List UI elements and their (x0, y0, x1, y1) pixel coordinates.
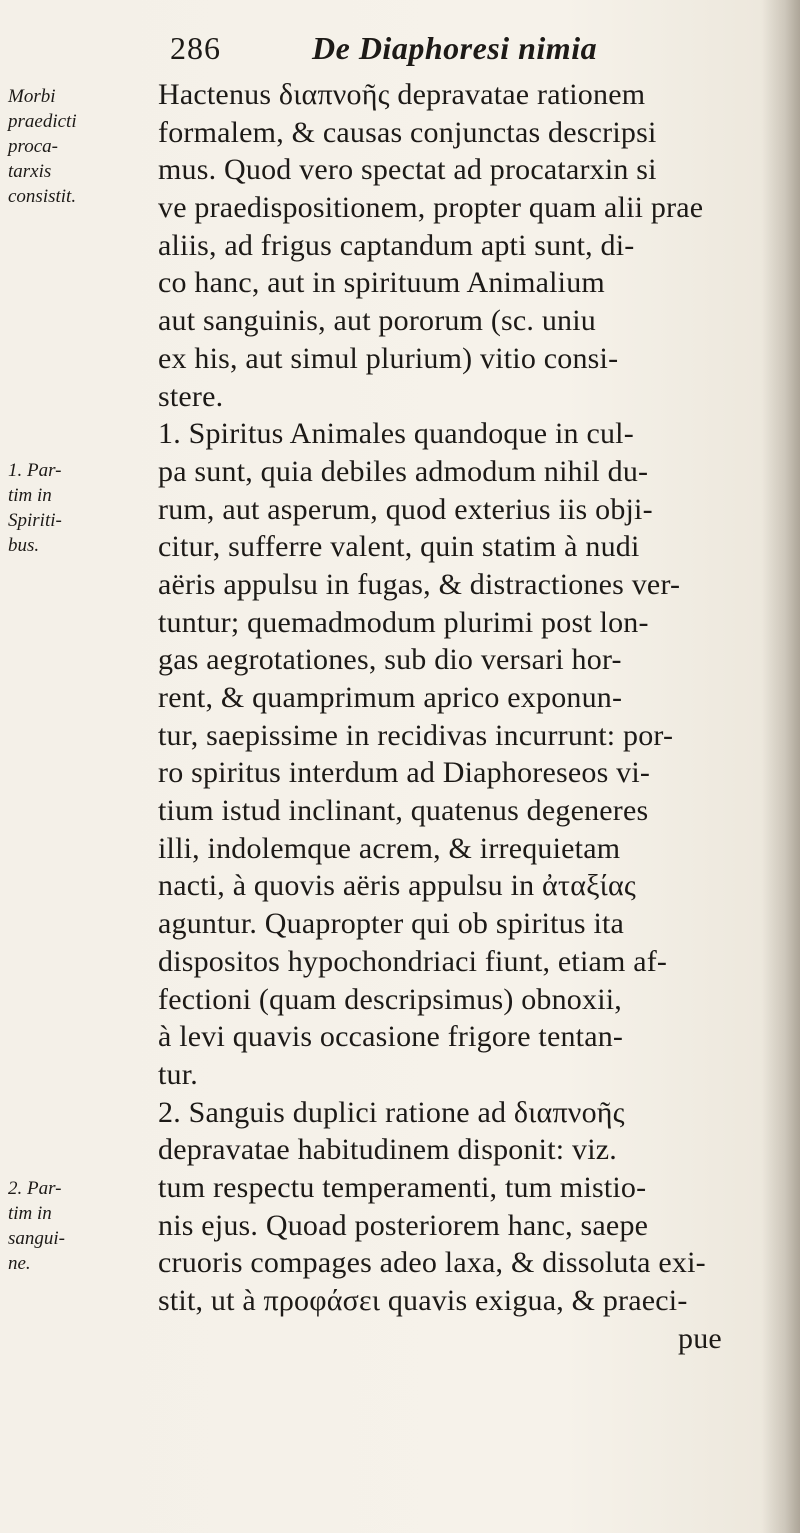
text-line: tum respectu temperamenti, tum mistio- (158, 1170, 647, 1204)
main-text (158, 76, 798, 1357)
text-line: aguntur. Quapropter qui ob spiritus ita (158, 907, 625, 941)
running-title: De Diaphoresi nimia (312, 30, 598, 66)
sidenote-line: proca- (8, 136, 58, 157)
sidenote-line: tim in (8, 485, 52, 506)
text-line: ro spiritus interdum ad Diaphoreseos vi- (158, 756, 651, 790)
text-line: rum, aut asperum, quod exterius iis obji- (158, 492, 653, 526)
text-line: tuntur; quemadmodum plurimi post lon- (158, 605, 649, 639)
text-line: pa sunt, quia debiles admodum nihil du- (158, 454, 649, 488)
text-line: cruoris compages adeo laxa, & dissoluta exi- (158, 1246, 706, 1280)
text-line: à levi quavis occasione frigore tentan- (158, 1020, 624, 1054)
sidenote-line: Morbi (8, 86, 56, 107)
sidenote-pars-1 (8, 458, 140, 558)
page-number: 286 (170, 30, 221, 66)
sidenote-line: tim in (8, 1203, 52, 1224)
sidenote-line: consistit. (8, 186, 77, 207)
sidenote-line: Spiriti- (8, 510, 62, 531)
text-line: tur, saepissime in recidivas incurrunt: por- (158, 718, 674, 752)
text-line: 1. Spiritus Animales quandoque in cul- (158, 417, 634, 451)
page-edge-shadow (762, 0, 800, 1533)
text-line: ex his, aut simul plurium) vitio consi- (158, 341, 619, 375)
text-line: depravatae habitudinem disponit: viz. (158, 1133, 617, 1167)
text-line: tium istud inclinant, quatenus degeneres (158, 794, 649, 828)
sidenote-line: 2. Par- (8, 1178, 62, 1199)
sidenote-line: tarxis (8, 161, 52, 182)
page-header (170, 28, 730, 68)
catchword: pue (678, 1321, 722, 1355)
text-line: gas aegrotationes, sub dio versari hor- (158, 643, 622, 677)
text-line: formalem, & causas conjunctas descripsi (158, 115, 657, 149)
text-line: fectioni (quam descripsimus) obnoxii, (158, 982, 622, 1016)
sidenote-morbi-praedicti (8, 84, 140, 209)
text-line: tur. (158, 1057, 198, 1091)
text-line: nis ejus. Quoad posteriorem hanc, saepe (158, 1208, 649, 1242)
sidenote-line: praedicti (8, 111, 77, 132)
text-line: aliis, ad frigus captandum apti sunt, di- (158, 228, 635, 262)
text-line: stere. (158, 379, 224, 413)
text-line: co hanc, aut in spirituum Animalium (158, 266, 605, 300)
text-line: aëris appulsu in fugas, & distractiones ver- (158, 567, 681, 601)
text-line: ve praedispositionem, propter quam alii prae (158, 191, 704, 225)
sidenote-line: ne. (8, 1253, 31, 1274)
text-line: 2. Sanguis duplici ratione ad διαπνοῆς (158, 1095, 625, 1129)
text-line: nacti, à quovis aëris appulsu in ἀταξίας (158, 869, 636, 903)
text-line: Hactenus διαπνοῆς depravatae rationem (158, 78, 646, 111)
text-line: illi, indolemque acrem, & irrequietam (158, 831, 621, 865)
text-line: aut sanguinis, aut pororum (sc. uniu (158, 304, 596, 338)
text-line: dispositos hypochondriaci fiunt, etiam af- (158, 944, 668, 978)
sidenote-line: 1. Par- (8, 460, 62, 481)
text-line: mus. Quod vero spectat ad procatarxin si (158, 153, 657, 187)
sidenote-line: sangui- (8, 1228, 65, 1249)
text-line: stit, ut à προφάσει quavis exigua, & praeci- (158, 1284, 688, 1317)
text-line: citur, sufferre valent, quin statim à nudi (158, 530, 640, 564)
sidenote-pars-2 (8, 1176, 140, 1276)
text-line: rent, & quamprimum aprico exponun- (158, 681, 623, 714)
sidenote-line: bus. (8, 535, 40, 556)
